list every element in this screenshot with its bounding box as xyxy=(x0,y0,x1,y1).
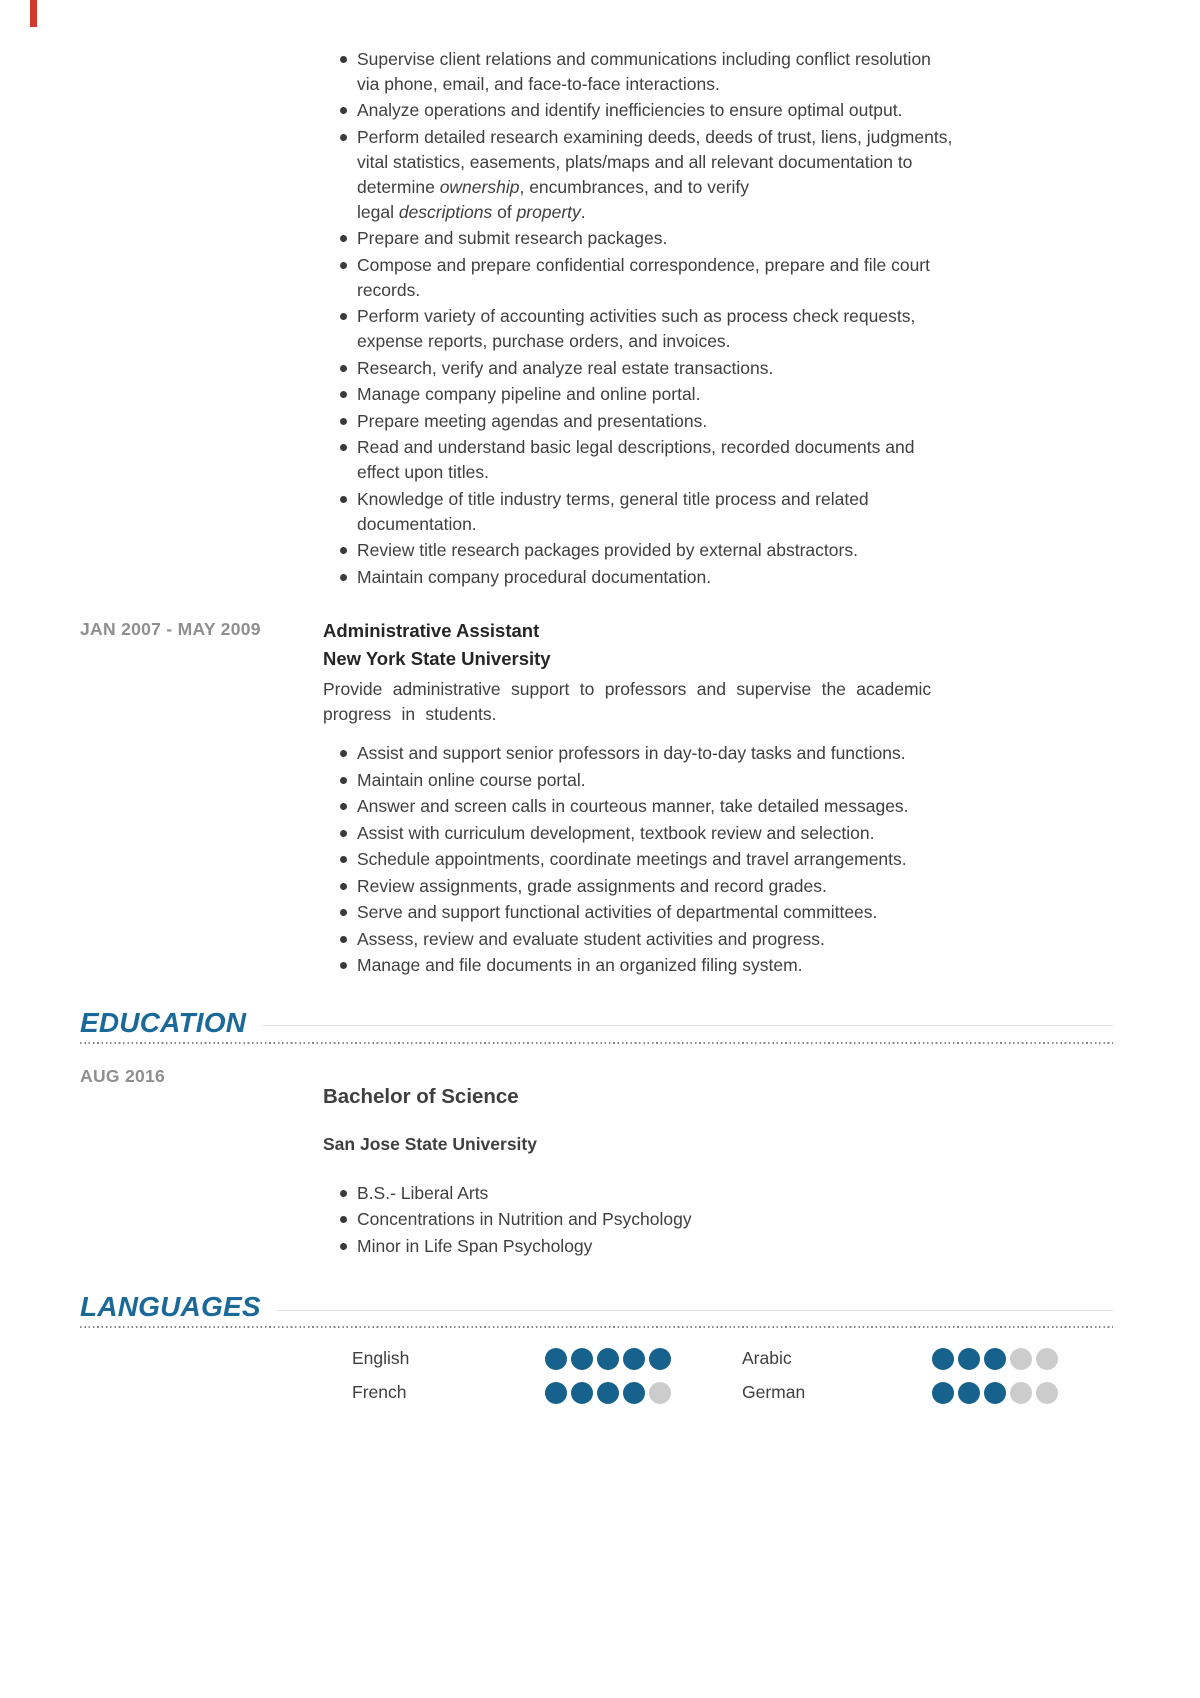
language-level-dots xyxy=(932,1348,1072,1370)
level-dot-filled xyxy=(597,1382,619,1404)
level-dot-filled xyxy=(649,1348,671,1370)
education-bullet: Concentrations in Nutrition and Psychology xyxy=(323,1207,1030,1232)
job-summary: Provide administrative support to professors and supervise the academic progress in students. xyxy=(323,679,932,724)
job-title: Administrative Assistant xyxy=(323,620,540,641)
experience-bullet: Read and understand basic legal descriptions, recorded documents and effect upon titles. xyxy=(323,435,1030,485)
job-bullet-list xyxy=(323,741,1030,978)
education-heading: EDUCATION xyxy=(80,1006,247,1038)
level-dot-filled xyxy=(623,1382,645,1404)
language-level-dots xyxy=(932,1382,1072,1404)
education-bullet: Minor in Life Span Psychology xyxy=(323,1234,1030,1259)
experience-bullet: Perform detailed research examining deeds, deeds of trust, liens, judgments, vital statistics, easements, plats/maps and all relevant documentation to determine ownership, encumbrances, and to verify legal descriptions of property. xyxy=(323,125,1030,225)
experience-bullet: Compose and prepare confidential correspondence, prepare and file court records. xyxy=(323,253,1030,303)
education-entry xyxy=(80,1064,1030,1261)
experience-continued-section xyxy=(80,45,1030,591)
education-section xyxy=(0,1006,1200,1261)
level-dot-empty xyxy=(1036,1382,1058,1404)
level-dot-empty xyxy=(1036,1348,1058,1370)
dotted-divider xyxy=(80,1042,1113,1044)
job-bullet: Assist with curriculum development, textbook review and selection. xyxy=(323,821,1030,846)
language-name: Arabic xyxy=(742,1348,792,1368)
experience-continued-content xyxy=(323,45,1030,591)
languages-heading-row xyxy=(80,1290,1113,1324)
language-name: English xyxy=(352,1348,410,1368)
level-dot-filled xyxy=(932,1348,954,1370)
education-degree: Bachelor of Science xyxy=(323,1084,519,1108)
job-bullet: Answer and screen calls in courteous manner, take detailed messages. xyxy=(323,794,1030,819)
level-dot-filled xyxy=(958,1348,980,1370)
level-dot-filled xyxy=(571,1382,593,1404)
experience-bullet: Perform variety of accounting activities such as process check requests, expense reports, purchase orders, and invoices. xyxy=(323,304,1030,354)
experience-bullet-list xyxy=(323,47,1030,590)
education-date-column xyxy=(80,1064,323,1261)
experience-bullet: Knowledge of title industry terms, general title process and related documentation. xyxy=(323,487,1030,537)
language-name: German xyxy=(742,1382,806,1402)
experience-bullet: Manage company pipeline and online portal. xyxy=(323,382,1030,407)
level-dot-filled xyxy=(932,1382,954,1404)
level-dot-filled xyxy=(958,1382,980,1404)
level-dot-filled xyxy=(545,1382,567,1404)
experience-bullet: Maintain company procedural documentation. xyxy=(323,565,1030,590)
experience-bullet: Research, verify and analyze real estate transactions. xyxy=(323,356,1030,381)
job-bullet: Maintain online course portal. xyxy=(323,768,1030,793)
language-level-dots xyxy=(545,1348,742,1370)
heading-rule xyxy=(262,1025,1113,1026)
experience-entry-content xyxy=(323,617,1030,980)
level-dot-empty xyxy=(1010,1382,1032,1404)
experience-bullet: Prepare meeting agendas and presentations. xyxy=(323,409,1030,434)
language-level-dots xyxy=(545,1382,742,1404)
date-column-spacer xyxy=(80,45,323,591)
dotted-divider xyxy=(80,1326,1113,1328)
education-school: San Jose State University xyxy=(323,1134,537,1155)
level-dot-filled xyxy=(597,1348,619,1370)
job-bullet: Review assignments, grade assignments and record grades. xyxy=(323,874,1030,899)
level-dot-empty xyxy=(649,1382,671,1404)
experience-entry xyxy=(80,617,1030,980)
level-dot-filled xyxy=(571,1348,593,1370)
education-entry-content xyxy=(323,1064,1030,1261)
level-dot-filled xyxy=(984,1382,1006,1404)
education-heading-row xyxy=(80,1006,1113,1040)
languages-heading: LANGUAGES xyxy=(80,1291,261,1322)
languages-section xyxy=(0,1290,1200,1405)
experience-bullet: Prepare and submit research packages. xyxy=(323,226,1030,251)
job-organization: New York State University xyxy=(323,648,551,669)
experience-bullet: Analyze operations and identify inefficiencies to ensure optimal output. xyxy=(323,98,1030,123)
education-bullet-list xyxy=(323,1181,1030,1259)
level-dot-filled xyxy=(984,1348,1006,1370)
language-name: French xyxy=(352,1382,407,1402)
education-date: AUG 2016 xyxy=(80,1065,166,1086)
level-dot-filled xyxy=(623,1348,645,1370)
job-bullet: Assess, review and evaluate student activities and progress. xyxy=(323,927,1030,952)
job-bullet: Manage and file documents in an organized filing system. xyxy=(323,953,1030,978)
experience-date-range: JAN 2007 - MAY 2009 xyxy=(80,619,261,639)
heading-rule xyxy=(277,1310,1113,1311)
experience-date-column xyxy=(80,617,323,980)
job-bullet: Serve and support functional activities of departmental committees. xyxy=(323,900,1030,925)
experience-bullet: Supervise client relations and communications including conflict resolution via phone, email, and face-to-face interactions. xyxy=(323,47,1030,97)
job-bullet: Assist and support senior professors in day-to-day tasks and functions. xyxy=(323,741,1030,766)
page-corner-marker xyxy=(30,0,37,27)
level-dot-filled xyxy=(545,1348,567,1370)
level-dot-empty xyxy=(1010,1348,1032,1370)
languages-grid xyxy=(352,1346,1200,1405)
experience-bullet: Review title research packages provided by external abstractors. xyxy=(323,538,1030,563)
education-bullet: B.S.- Liberal Arts xyxy=(323,1181,1030,1206)
job-bullet: Schedule appointments, coordinate meetings and travel arrangements. xyxy=(323,847,1030,872)
